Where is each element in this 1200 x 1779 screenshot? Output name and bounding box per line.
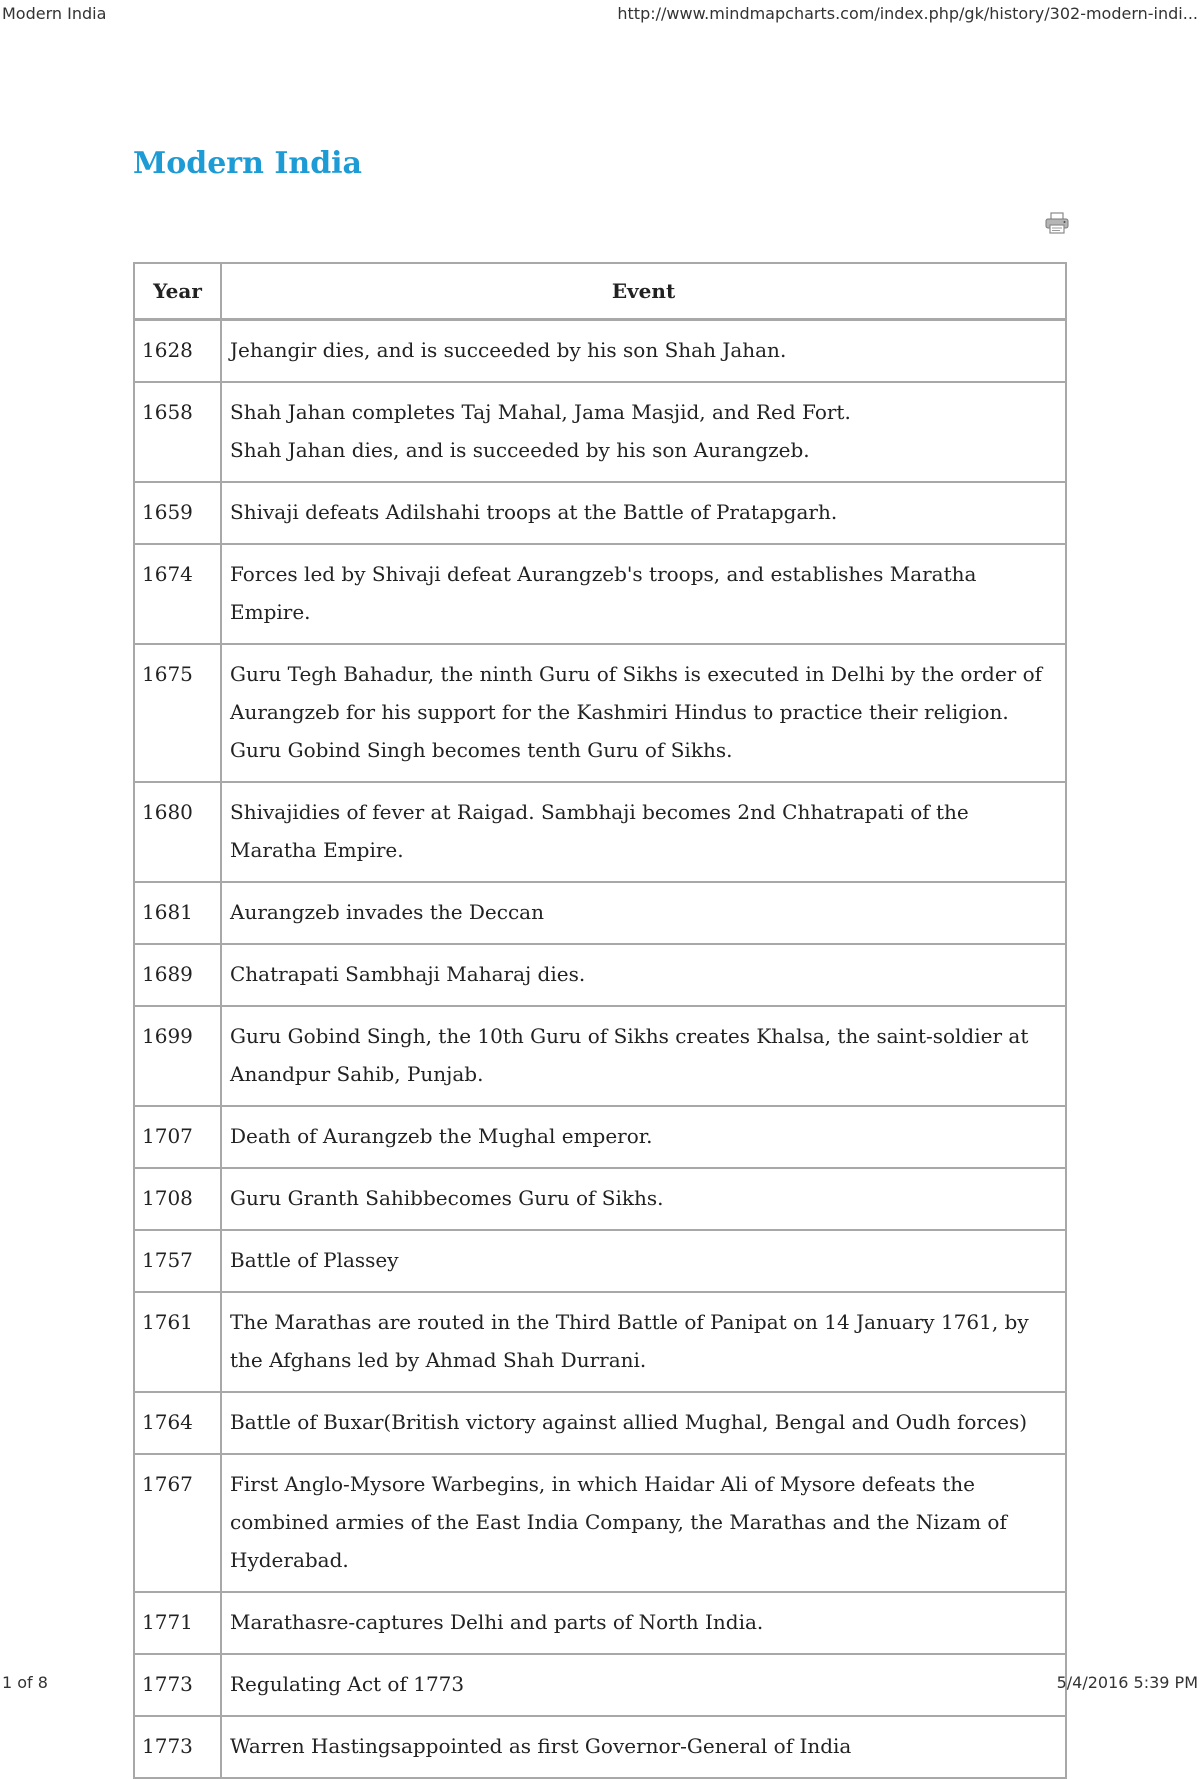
event-cell [221,482,1066,544]
column-header-year: Year [134,263,221,320]
event-text: Warren Hastingsappointed as first Governor-General of India [230,1734,852,1758]
year-cell: 1681 [134,882,221,944]
event-text: Guru Gobind Singh becomes tenth Guru of Sikhs. [230,738,733,762]
year-cell: 1680 [134,782,221,882]
table-row [134,1006,1066,1106]
event-text: Shivajidies of fever at Raigad. Sambhaji becomes 2nd Chhatrapati of the Maratha Empire. [230,800,969,862]
table-row [134,1106,1066,1168]
year-cell: 1675 [134,644,221,782]
table-row [134,1592,1066,1654]
event-cell [221,320,1066,383]
event-cell [221,1454,1066,1592]
year-cell: 1659 [134,482,221,544]
event-text: Chatrapati Sambhaji Maharaj dies. [230,962,586,986]
page-title: Modern India [133,146,362,181]
footer-page-number: 1 of 8 [2,1673,48,1692]
event-cell [221,1392,1066,1454]
year-cell: 1773 [134,1654,221,1716]
event-text: Battle of Buxar(British victory against allied Mughal, Bengal and Oudh forces) [230,1410,1028,1434]
year-cell: 1708 [134,1168,221,1230]
event-cell [221,782,1066,882]
column-header-event: Event [221,263,1066,320]
year-cell: 1707 [134,1106,221,1168]
event-text: Battle of Plassey [230,1248,399,1272]
table-row [134,644,1066,782]
event-cell [221,944,1066,1006]
printer-icon[interactable] [1045,212,1069,234]
table-row [134,1292,1066,1392]
event-text: Regulating Act of 1773 [230,1672,465,1696]
year-cell: 1658 [134,382,221,482]
event-text: Forces led by Shivaji defeat Aurangzeb's troops, and establishes Maratha Empire. [230,562,977,624]
event-text: Shivaji defeats Adilshahi troops at the Battle of Pratapgarh. [230,500,838,524]
table-row [134,320,1066,383]
footer-timestamp: 5/4/2016 5:39 PM [1056,1673,1198,1692]
table-row [134,944,1066,1006]
table-row [134,1454,1066,1592]
year-cell: 1764 [134,1392,221,1454]
table-row [134,544,1066,644]
table-row [134,482,1066,544]
table-row [134,1168,1066,1230]
event-cell [221,644,1066,782]
header-page-title: Modern India [2,4,107,23]
year-cell: 1767 [134,1454,221,1592]
event-cell [221,544,1066,644]
year-cell: 1689 [134,944,221,1006]
event-text: Guru Granth Sahibbecomes Guru of Sikhs. [230,1186,664,1210]
print-footer [0,1668,1200,1698]
year-cell: 1628 [134,320,221,383]
event-text: First Anglo-Mysore Warbegins, in which Haidar Ali of Mysore defeats the combined armies of the East India Company, the Marathas and the Nizam of Hyderabad. [230,1472,1007,1572]
year-cell: 1761 [134,1292,221,1392]
event-text: Shah Jahan dies, and is succeeded by his son Aurangzeb. [230,438,810,462]
event-cell [221,1230,1066,1292]
event-cell [221,382,1066,482]
year-cell: 1771 [134,1592,221,1654]
event-text: Marathasre-captures Delhi and parts of North India. [230,1610,764,1634]
timeline-table [133,262,1067,1779]
event-text: Aurangzeb invades the Deccan [230,900,544,924]
year-cell: 1773 [134,1716,221,1778]
event-cell [221,1006,1066,1106]
event-text: Shah Jahan completes Taj Mahal, Jama Masjid, and Red Fort. [230,400,851,424]
table-row [134,782,1066,882]
table-row [134,1716,1066,1778]
table-row [134,382,1066,482]
print-header [0,0,1200,30]
table-row [134,1230,1066,1292]
header-url: http://www.mindmapcharts.com/index.php/gk/history/302-modern-indi... [617,4,1198,23]
table-header-row [134,263,1066,320]
table-row [134,882,1066,944]
event-text: Death of Aurangzeb the Mughal emperor. [230,1124,653,1148]
year-cell: 1699 [134,1006,221,1106]
event-cell [221,1106,1066,1168]
event-cell [221,882,1066,944]
year-cell: 1757 [134,1230,221,1292]
event-cell [221,1716,1066,1778]
event-text: Guru Gobind Singh, the 10th Guru of Sikhs creates Khalsa, the saint-soldier at Anandpur Sahib, Punjab. [230,1024,1029,1086]
table-row [134,1392,1066,1454]
event-cell [221,1292,1066,1392]
table-body [134,320,1066,1779]
event-text: The Marathas are routed in the Third Battle of Panipat on 14 January 1761, by the Afghans led by Ahmad Shah Durrani. [230,1310,1029,1372]
event-text: Jehangir dies, and is succeeded by his son Shah Jahan. [230,338,787,362]
year-cell: 1674 [134,544,221,644]
event-text: Guru Tegh Bahadur, the ninth Guru of Sikhs is executed in Delhi by the order of Aurangzeb for his support for the Kashmiri Hindus to practice their religion. [230,662,1043,724]
event-cell [221,1168,1066,1230]
event-cell [221,1592,1066,1654]
